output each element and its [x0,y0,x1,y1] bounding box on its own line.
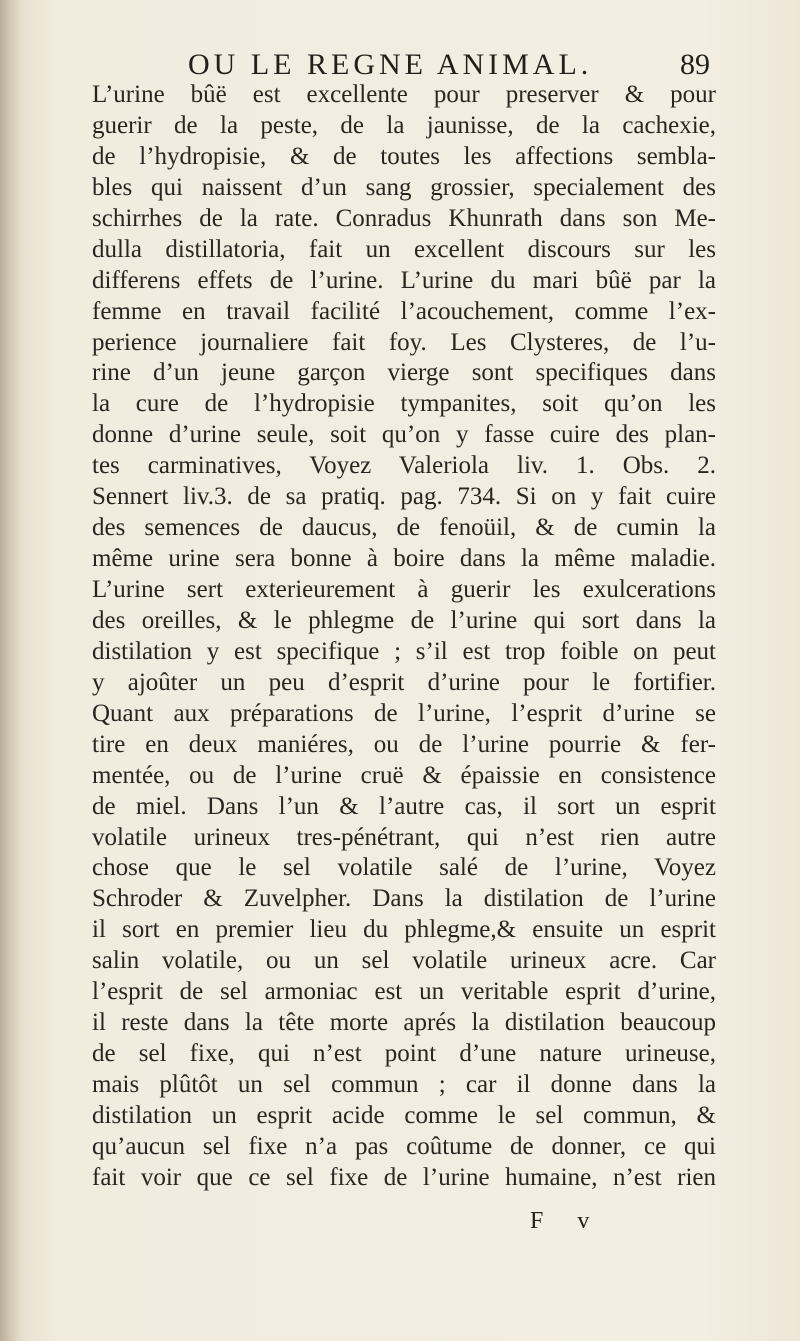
binding-gutter [0,0,22,1341]
text-line: bles qui naissent d’un sang grossier, specialement des [92,173,716,201]
page-number: 89 [680,48,710,81]
text-line: distilation un esprit acide comme le sel commun, & [92,1101,716,1129]
text-line: Sennert liv.3. de sa pratiq. pag. 734. Si on y fait cuire [92,483,716,511]
text-line: de miel. Dans l’un & l’autre cas, il sort un esprit [92,792,716,820]
text-line: differens effets de l’urine. L’urine du mari bûë par la [92,266,716,294]
text-line: la cure de l’hydropisie tympanites, soit qu’on les [92,390,716,418]
text-line: il sort en premier lieu du phlegme,& ensuite un esprit [92,916,716,944]
text-line: schirrhes de la rate. Conradus Khunrath dans son Me- [92,204,716,232]
text-line: donne d’urine seule, soit qu’on y fasse cuire des plan- [92,421,716,449]
text-line: volatile urineux tres-pénétrant, qui n’est rien autre [92,823,716,851]
text-line: rine d’un jeune garçon vierge sont specifiques dans [92,359,716,387]
text-line: mais plûtôt un sel commun ; car il donne dans la [92,1071,716,1098]
text-line: il reste dans la tête morte aprés la distilation beaucoup [92,1009,716,1037]
text-line: même urine sera bonne à boire dans la même maladie. [92,545,716,573]
text-line: salin volatile, ou un sel volatile urineux acre. Car [92,947,716,975]
footer-row [92,1208,716,1238]
text-line: distilation y est specifique ; s’il est trop foible on peut [92,637,716,665]
text-line: l’esprit de sel armoniac est un veritable esprit d’urine, [92,978,716,1006]
text-line: mentée, ou de l’urine cruë & épaissie en consistence [92,761,716,789]
text-line: L’urine sert exterieurement à guerir les exulcerations [92,576,716,603]
running-title: OU LE REGNE ANIMAL. [188,48,593,81]
body-text [92,80,716,1194]
text-line: chose que le sel volatile salé de l’urine, Voyez [92,854,716,882]
text-line: qu’aucun sel fixe n’a pas coûtume de donner, ce qui [92,1132,716,1160]
signature-mark: F v [530,1208,604,1234]
text-line: fait voir que ce sel fixe de l’urine humaine, n’est rien [92,1163,716,1191]
text-line: de sel fixe, qui n’est point d’une nature urineuse, [92,1040,716,1068]
text-line: Schroder & Zuvelpher. Dans la distilation de l’urine [92,885,716,913]
text-line: guerir de la peste, de la jaunisse, de la cachexie, [92,111,716,139]
text-line: dulla distillatoria, fait un excellent discours sur les [92,235,716,263]
text-line: des oreilles, & le phlegme de l’urine qui sort dans la [92,606,716,634]
text-line: L’urine bûë est excellente pour preserver & pour [92,81,716,108]
text-line: des semences de daucus, de fenoüil, & de cumin la [92,514,716,542]
text-line: femme en travail facilité l’acouchement, comme l’ex- [92,297,716,325]
text-line: de l’hydropisie, & de toutes les affections sembla- [92,142,716,170]
text-line: Quant aux préparations de l’urine, l’esprit d’urine se [92,699,716,727]
text-line: perience journaliere fait foy. Les Clysteres, de l’u- [92,328,716,356]
text-line: tire en deux maniéres, ou de l’urine pourrie & fer- [92,730,716,758]
text-line: y ajoûter un peu d’esprit d’urine pour le fortifier. [92,668,716,696]
text-line: tes carminatives, Voyez Valeriola liv. 1. Obs. 2. [92,452,716,480]
